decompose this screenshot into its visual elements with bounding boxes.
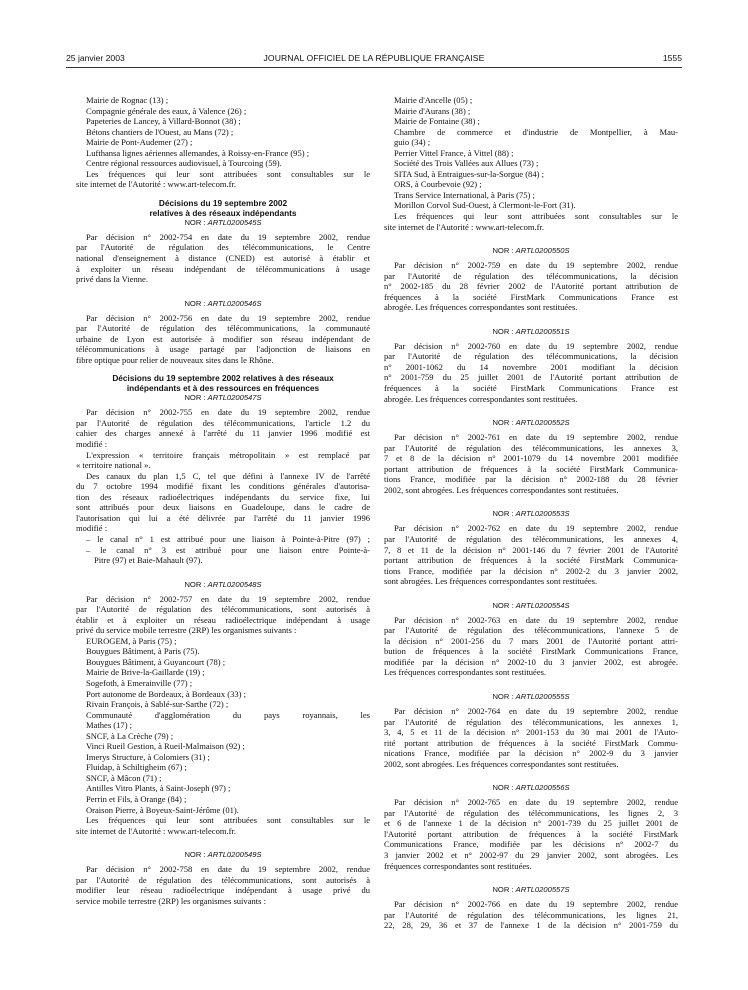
header-rule xyxy=(66,67,682,68)
page-number: 1555 xyxy=(662,53,682,63)
decision-paragraph xyxy=(384,615,678,678)
nor-reference: NOR : ARTL0200550S xyxy=(492,246,570,256)
decision-paragraph xyxy=(384,523,678,586)
decision-paragraph-line: par l'Autorité de régulation des télécommunications, les annexes 1, xyxy=(384,716,678,727)
frequencies-note-line: site internet de l'Autorité : www.art-telecom.fr. xyxy=(384,221,544,232)
organism-list-item: Antilles Vitro Plants, à Saint-Joseph (97) ; xyxy=(86,783,231,794)
frequencies-note xyxy=(76,169,370,190)
frequencies-note xyxy=(76,815,370,836)
nor-prefix: NOR : xyxy=(184,850,208,860)
organism-list-item: Communauté d'agglomération du pays royannais, les xyxy=(86,709,370,720)
organism-list-item: SITA Sud, à Entraigues-sur-la-Sorgue (84) ; xyxy=(394,168,544,179)
decision-paragraph-line: portant attribution de fréquences à la société FirstMark Communica- xyxy=(384,463,678,474)
section-heading-line: Décisions du 19 septembre 2002 xyxy=(158,197,288,208)
nor-reference xyxy=(76,299,370,309)
decision-paragraph xyxy=(76,864,370,906)
channel-list-line: Pitre (97) et Baie-Mahault (97). xyxy=(94,555,203,566)
decision-paragraph-line: l'Autorité portant attribution de fréquences à la société FirstMark xyxy=(384,828,678,839)
decision-paragraph-line: Les fréquences correspondantes sont restituées. xyxy=(384,667,547,678)
decision-paragraph-line: par l'Autorité de régulation des télécommunications, la communauté xyxy=(76,323,370,334)
organism-list-item: Sogefoth, à Emerainville (77) ; xyxy=(86,677,193,688)
organism-list-item: EUROGEM, à Paris (75) ; xyxy=(86,635,177,646)
decision-paragraph-line: nications France, modifiée par la décision n° 2002-9 du 3 janvier xyxy=(384,748,678,759)
decision-paragraph-line: urbaine de Lyon est autorisée à modifier son réseau indépendant de xyxy=(76,333,370,344)
decision-paragraph xyxy=(76,407,370,449)
page-header xyxy=(66,53,682,67)
nor-reference xyxy=(76,393,370,403)
nor-code: ARTL0200547S xyxy=(207,393,262,403)
organism-list xyxy=(76,636,370,815)
left-column xyxy=(76,95,370,906)
organism-list-item: Société des Trois Vallées aux Allues (73) ; xyxy=(394,158,539,169)
frequencies-note-line: Les fréquences qui leur sont attribuées sont consultables sur le xyxy=(86,168,370,179)
organism-list-item: Centre régional ressources audiovisuel, à Tourcoing (59). xyxy=(86,158,282,169)
organism-list-item: Compagnie générale des eaux, à Valence (26) ; xyxy=(86,105,247,116)
nor-reference: NOR : ARTL0200553S xyxy=(492,509,570,519)
organism-list-item: Bétons chantiers de l'Ouest, au Mans (72) ; xyxy=(86,126,234,137)
nor-code: ARTL0200553S xyxy=(515,509,570,519)
decision-paragraph-line: modifier leur réseau radioélectrique indépendant à usage privé du xyxy=(76,885,370,896)
decision-paragraph-line: n° 2001-1062 du 14 novembre 2001 modifiant la décision xyxy=(384,361,678,372)
frequencies-note-line: site internet de l'Autorité : www.art-telecom.fr. xyxy=(76,179,236,190)
decision-paragraph-line: 22, 28, 29, 36 et 37 de l'annexe 1 de la décision n° 2001-759 du xyxy=(384,920,678,931)
decision-paragraph-line: par l'Autorité de régulation des télécommunications, les lignes 21, xyxy=(384,909,678,920)
organism-list-item: SNCF, à Mâcon (71) ; xyxy=(86,772,162,783)
frequencies-note xyxy=(384,211,678,232)
organism-list-item: Perrin et Fils, à Orange (84) ; xyxy=(86,793,187,804)
nor-reference: NOR : ARTL0200551S xyxy=(492,326,570,336)
decision-paragraph-line: service mobile terrestre (2RP) les organismes suivants : xyxy=(76,895,266,906)
nor-prefix: NOR : xyxy=(184,298,208,308)
nor-prefix: NOR : xyxy=(184,579,208,589)
organism-list-item: Mathes (17) ; xyxy=(86,720,133,731)
decision-paragraph-line: n° 2002-185 du 28 février 2002 de l'Autorité portant attribution de xyxy=(384,281,678,292)
nor-prefix: NOR : xyxy=(184,217,208,227)
decision-paragraph-line: tion des réseaux radioélectriques indépendants du service fixe, lui xyxy=(76,491,370,502)
decision-paragraph-line: l'autorisation qui lui a été délivrée par l'arrêté du 11 janvier 1996 xyxy=(76,512,370,523)
nor-reference xyxy=(76,580,370,590)
decision-paragraph-line: télécommunications à usage partagé par l'adjonction de liaisons en xyxy=(76,344,370,355)
organism-list-item: guio (34) ; xyxy=(394,137,431,148)
decision-paragraph-line: Par décision n° 2002-766 en date du 19 septembre 2002, rendue xyxy=(394,899,678,910)
nor-code: ARTL0200552S xyxy=(515,418,570,428)
decision-paragraph-line: fréquences à la société FirstMark Communications France est xyxy=(384,291,678,302)
decision-paragraph-line: par l'Autorité de régulation des télécommunications, sont autorisés à xyxy=(76,874,370,885)
decision-paragraph-line: national d'enseignement à distance (CNED) est autorisé à établir et xyxy=(76,253,370,264)
organism-list-item: Fluidap, à Schiltigheim (67) ; xyxy=(86,762,187,773)
frequencies-note-line: Les fréquences qui leur sont attribuées sont consultables sur le xyxy=(394,211,678,222)
nor-reference: NOR : ARTL0200552S xyxy=(492,418,570,428)
organism-list-item: Port autonome de Bordeaux, à Bordeaux (33) ; xyxy=(86,688,246,699)
organism-list-item: Morillon Corvol Sud-Ouest, à Clermont-le-Fort (31). xyxy=(394,200,576,211)
decision-paragraph xyxy=(384,797,678,871)
organism-list-item: Mairie de Rognac (13) ; xyxy=(86,95,169,105)
decision-paragraph xyxy=(76,471,370,534)
decision-paragraph-line: Par décision n° 2002-765 en date du 19 septembre 2002, rendue xyxy=(394,797,678,808)
nor-code: ARTL0200555S xyxy=(515,691,570,701)
organism-list-item: Mairie d'Aurans (38) ; xyxy=(394,105,471,116)
nor-reference: NOR : ARTL0200554S xyxy=(492,600,570,610)
decision-paragraph-line: modifié : xyxy=(76,523,108,534)
decision-paragraph-line: abrogée. Les fréquences correspondantes sont restituées. xyxy=(384,302,578,313)
decision-paragraph-line: 7 et 8 de la décision n° 2001-1079 du 14 novembre 2001 modifiée xyxy=(384,453,678,464)
nor-code: ARTL0200556S xyxy=(515,783,570,793)
decision-paragraph-line: par l'Autorité de régulation des télécommunications, sont autorisés à xyxy=(76,604,370,615)
decision-paragraph-line: Par décision n° 2002-761 en date du 19 septembre 2002, rendue xyxy=(394,432,678,443)
nor-prefix: NOR : xyxy=(184,393,208,403)
organism-list xyxy=(76,95,370,169)
decision-paragraph-line: tions France, modifiée par la décision n° 2002-2 du 3 janvier 2002, xyxy=(384,565,678,576)
decision-paragraph xyxy=(384,899,678,931)
decision-paragraph xyxy=(384,432,678,495)
decision-paragraph-line: 2002, sont abrogées. Les fréquences correspondantes sont restituées. xyxy=(384,484,619,495)
decision-paragraph-line: établir et à exploiter un réseau radioélectrique indépendant à usage xyxy=(76,614,370,625)
journal-title: JOURNAL OFFICIEL DE LA RÉPUBLIQUE FRANÇAISE xyxy=(263,53,485,63)
decision-paragraph-line: Par décision n° 2002-757 en date du 19 septembre 2002, rendue xyxy=(86,593,370,604)
section-heading xyxy=(76,373,370,393)
nor-code: ARTL0200548S xyxy=(207,579,262,589)
decision-paragraph-line: tions France, modifiée par la décision n° 2002-188 du 28 février xyxy=(384,474,678,485)
decision-paragraph-line: Par décision n° 2002-763 en date du 19 septembre 2002, rendue xyxy=(394,614,678,625)
decision-paragraph xyxy=(384,260,678,313)
decision-paragraph-line: bution de fréquences à la société FirstMark Communications France, xyxy=(384,646,678,657)
decision-paragraph-line: Par décision n° 2002-764 en date du 19 septembre 2002, rendue xyxy=(394,705,678,716)
decision-paragraph-line: et 6 de l'annexe 1 de la décision n° 2001-739 du 25 juillet 2001 de xyxy=(384,818,678,829)
nor-reference: NOR : ARTL0200557S xyxy=(492,885,570,895)
decision-paragraph-line: par l'Autorité de régulation des télécommunications, les annexes 3, xyxy=(384,442,678,453)
organism-list-item: Bouygues Bâtiment, à Guyancourt (78) ; xyxy=(86,656,226,667)
decision-paragraph-line: rité portant attribution de fréquences à la société FirstMark Commu- xyxy=(384,737,678,748)
decision-paragraph xyxy=(384,341,678,404)
frequencies-note-line: site internet de l'Autorité : www.art-telecom.fr. xyxy=(76,825,236,836)
decision-paragraph-line: Des canaux du plan 1,5 C, tel que défini à l'annexe IV de l'arrêté xyxy=(86,470,370,481)
channel-list-line: – le canal n° 3 est attribué pour une liaison entre Pointe-à- xyxy=(86,544,370,555)
organism-list-item: SNCF, à La Crèche (79) ; xyxy=(86,730,174,741)
decision-paragraph-line: par l'Autorité de régulation des télécommunications, le Centre xyxy=(76,242,370,253)
decision-paragraph-line: du 7 octobre 1994 modifié fixant les conditions générales d'autorisa- xyxy=(76,481,370,492)
decision-paragraph-line: 2002, sont abrogées. Les fréquences correspondantes sont restituées. xyxy=(384,758,619,769)
decision-paragraph xyxy=(76,594,370,636)
decision-paragraph-line: par l'Autorité de régulation des télécommunications, l'article 1.2 du xyxy=(76,417,370,428)
organism-list-item: Oraison Pierre, à Boyeux-Saint-Jérôme (01). xyxy=(86,804,239,815)
section-heading-line: Décisions du 19 septembre 2002 relatives à des réseaux xyxy=(112,373,334,384)
decision-paragraph-line: cahier des charges annexé à l'arrêté du 11 janvier 1996 modifié est xyxy=(76,428,370,439)
organism-list-item: Mairie de Brive-la-Gaillarde (19) ; xyxy=(86,667,205,678)
decision-paragraph-line: par l'Autorité de régulation des télécommunications, les annexes 4, xyxy=(384,533,678,544)
decision-paragraph xyxy=(76,450,370,471)
decision-paragraph-line: privé dans la Vienne. xyxy=(76,274,148,285)
decision-paragraph-line: la décision n° 2001-256 du 7 mars 2001 de l'Autorité portant attri- xyxy=(384,635,678,646)
decision-paragraph-line: n° 2001-759 du 25 juillet 2001 de l'Autorité portant attribution de xyxy=(384,372,678,383)
channel-list xyxy=(76,534,370,566)
organism-list-item: Trans Service International, à Paris (75) ; xyxy=(394,189,535,200)
organism-list-item: Perrier Vittel France, à Vittel (88) ; xyxy=(394,147,514,158)
decision-paragraph-line: 3, 4, 5 et 11 de la décision n° 2001-153 du 30 mai 2001 de l'Auto- xyxy=(384,727,678,738)
decision-paragraph-line: abrogée. Les fréquences correspondantes sont restituées. xyxy=(384,393,578,404)
section-heading-line: indépendants et à des ressources en fréquences xyxy=(126,383,320,394)
organism-list-item: Rivain François, à Sablé-sur-Sarthe (72) ; xyxy=(86,699,229,710)
organism-list-item: Mairie d'Ancelle (05) ; xyxy=(394,95,473,105)
section-heading xyxy=(76,198,370,218)
decision-paragraph-line: Par décision n° 2002-756 en date du 19 septembre 2002, rendue xyxy=(86,312,370,323)
decision-paragraph xyxy=(76,313,370,366)
nor-code: ARTL0200545S xyxy=(207,217,262,227)
decision-paragraph-line: Par décision n° 2002-758 en date du 19 septembre 2002, rendue xyxy=(86,864,370,875)
nor-reference xyxy=(76,850,370,860)
organism-list-item: Mairie de Pont-Audemer (27) ; xyxy=(86,137,193,148)
section-heading-line: relatives à des réseaux indépendants xyxy=(149,207,297,218)
nor-code: ARTL0200546S xyxy=(207,298,262,308)
decision-paragraph-line: par l'Autorité de régulation des télécommunications, l'annexe 5 de xyxy=(384,625,678,636)
nor-code: ARTL0200549S xyxy=(207,850,262,860)
organism-list-item: Bouygues Bâtiment, à Paris (75). xyxy=(86,646,200,657)
organism-list-item: Mairie de Fontaine (38) ; xyxy=(394,116,480,127)
decision-paragraph-line: par l'Autorité de régulation des télécommunications, la décision xyxy=(384,351,678,362)
decision-paragraph-line: à exploiter un réseau indépendant de télécommunications à usage xyxy=(76,263,370,274)
organism-list-item: Papeteries de Lancey, à Villard-Bonnot (38) ; xyxy=(86,116,241,127)
decision-paragraph-line: fréquences correspondantes sont restituées. xyxy=(384,860,532,871)
organism-list-item: Lufthansa lignes aériennes allemandes, à Roissy-en-France (95) ; xyxy=(86,147,310,158)
decision-paragraph-line: Communications France, modifiée par les décisions n° 2002-7 du xyxy=(384,839,678,850)
organism-list xyxy=(384,95,678,211)
organism-list-item: Imerys Structure, à Colomiers (31) ; xyxy=(86,751,210,762)
header-date: 25 janvier 2003 xyxy=(66,53,125,63)
decision-paragraph-line: Par décision n° 2002-755 en date du 19 septembre 2002, rendue xyxy=(86,407,370,418)
nor-code: ARTL0200550S xyxy=(515,246,570,256)
decision-paragraph-line: portant attribution de fréquences à la société FirstMark Communica- xyxy=(384,555,678,566)
decision-paragraph-line: sont attribués pour deux liaisons en Guadeloupe, dans le cadre de xyxy=(76,502,370,513)
decision-paragraph-line: par l'Autorité de régulation des télécommunications, la décision xyxy=(384,270,678,281)
decision-paragraph-line: par l'Autorité de régulation des télécommunications, les lignes 2, 3 xyxy=(384,807,678,818)
decision-paragraph-line: sont abrogées. Les fréquences correspondantes sont restituées. xyxy=(384,576,598,587)
frequencies-note-line: Les fréquences qui leur sont attribuées sont consultables sur le xyxy=(86,815,370,826)
decision-paragraph-line: Par décision n° 2002-760 en date du 19 septembre 2002, rendue xyxy=(394,340,678,351)
decision-paragraph-line: L'expression « territoire français métropolitain » est remplacé par xyxy=(86,449,370,460)
nor-code: ARTL0200557S xyxy=(515,885,570,895)
nor-reference xyxy=(76,218,370,228)
nor-code: ARTL0200554S xyxy=(515,600,570,610)
decision-paragraph-line: modifié : xyxy=(76,439,108,450)
decision-paragraph-line: fibre optique pour relier de nouveaux sites dans le Rhône. xyxy=(76,354,274,365)
decision-paragraph xyxy=(76,232,370,285)
decision-paragraph-line: Par décision n° 2002-754 en date du 19 septembre 2002, rendue xyxy=(86,231,370,242)
right-column xyxy=(384,95,678,931)
nor-code: ARTL0200551S xyxy=(515,326,570,336)
organism-list-item: Vinci Rueil Gestion, à Rueil-Malmaison (92) ; xyxy=(86,741,245,752)
decision-paragraph-line: privé du service mobile terrestre (2RP) les organismes suivants : xyxy=(76,625,297,636)
decision-paragraph-line: fréquences à la société FirstMark Communications France est xyxy=(384,383,678,394)
decision-paragraph-line: « territoire national ». xyxy=(76,460,151,471)
organism-list-item: ORS, à Courbevoie (92) ; xyxy=(394,179,482,190)
decision-paragraph-line: Par décision n° 2002-759 en date du 19 septembre 2002, rendue xyxy=(394,260,678,271)
organism-list-item: Chambre de commerce et d'industrie de Montpellier, à Mau- xyxy=(394,126,678,137)
decision-paragraph-line: modifiée par la décision n° 2002-10 du 3 janvier 2002, est abrogée. xyxy=(384,656,678,667)
nor-reference: NOR : ARTL0200556S xyxy=(492,783,570,793)
nor-reference: NOR : ARTL0200555S xyxy=(492,691,570,701)
channel-list-line: – le canal n° 1 est attribué pour une liaison à Pointe-à-Pitre (97) ; xyxy=(86,533,370,544)
decision-paragraph xyxy=(384,706,678,769)
decision-paragraph-line: Par décision n° 2002-762 en date du 19 septembre 2002, rendue xyxy=(394,523,678,534)
decision-paragraph-line: 3 janvier 2002 et n° 2002-97 du 29 janvier 2002, sont abrogées. Les xyxy=(384,849,678,860)
decision-paragraph-line: 7, 8 et 11 de la décision n° 2001-146 du 7 février 2001 de l'Autorité xyxy=(384,544,678,555)
